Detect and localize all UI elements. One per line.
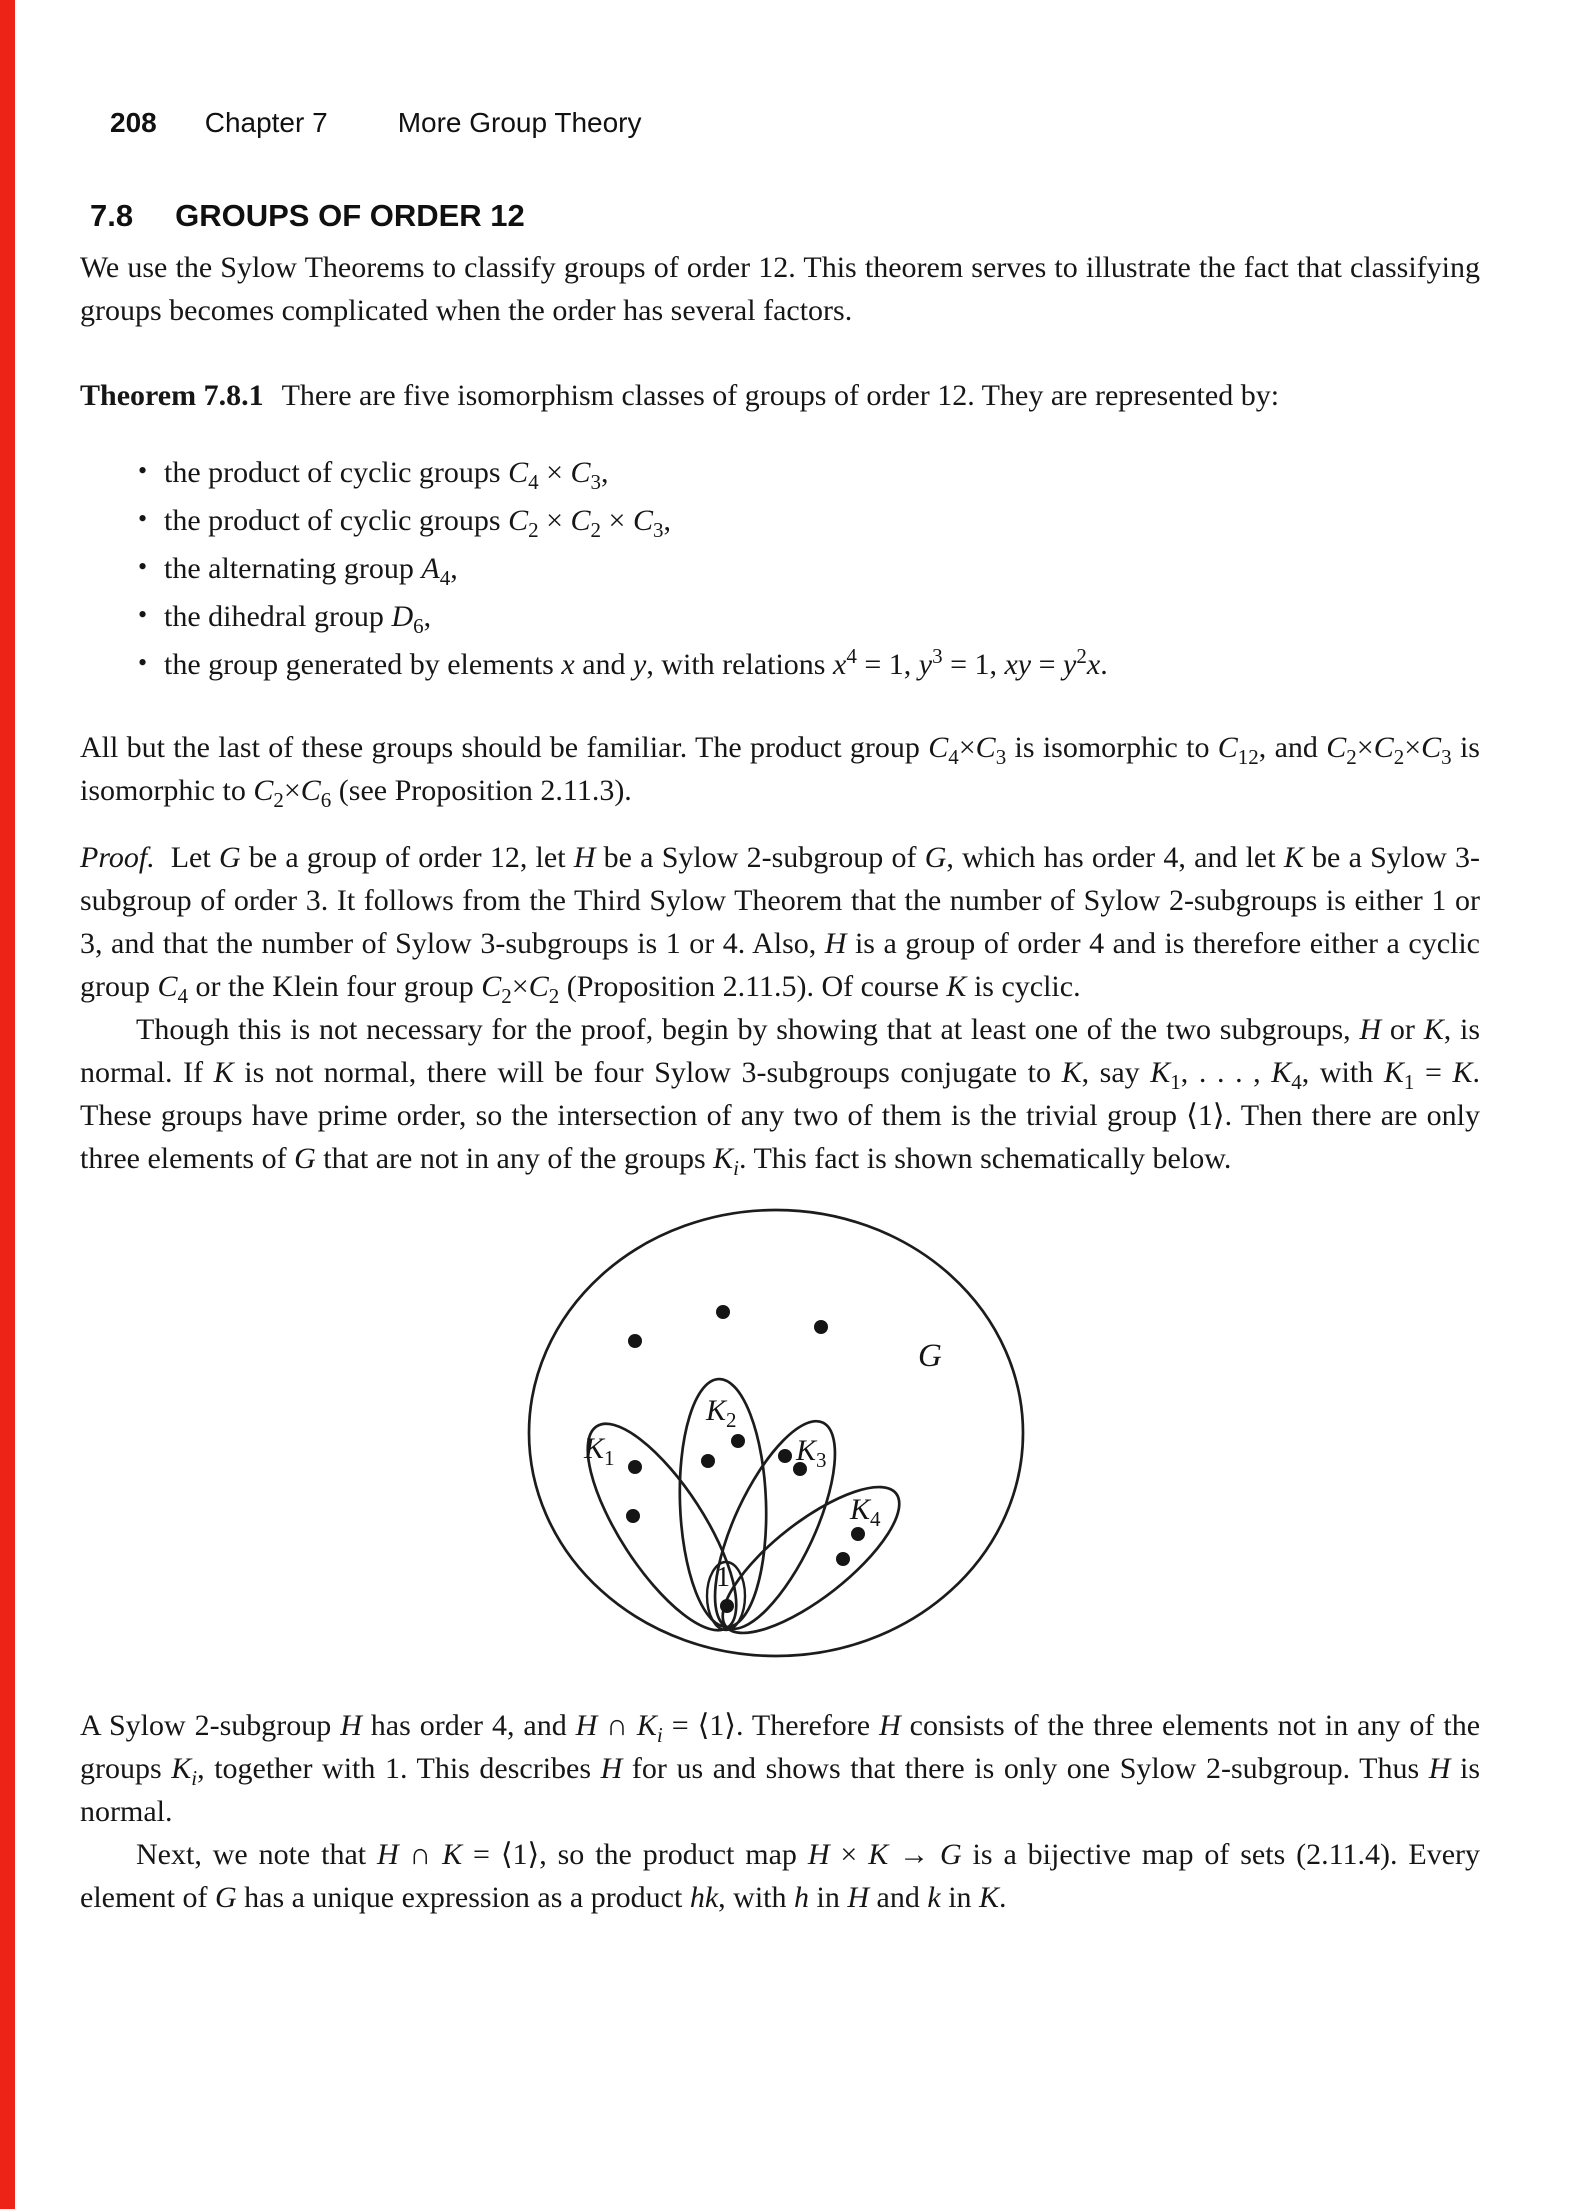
intro-paragraph: We use the Sylow Theorems to classify groups of order 12. This theorem serves to illustrate the fact that classifying groups becomes complicated when the order has several factors. — [80, 251, 1480, 327]
page-number: 208 — [110, 107, 157, 138]
element-dot — [836, 1552, 850, 1566]
theorem-paragraph — [80, 374, 1480, 417]
section-heading — [90, 198, 1480, 234]
list-item: • the product of cyclic groups $C_4 \times C_3$, — [138, 451, 1480, 494]
proof-continued-paragraph: Though this is not necessary for the proof, begin by showing that at least one of the two subgroups, H or K, is normal. If K is not normal, there will be four Sylow 3-subgroups conjugate to K, say $K_1$, . . . , $K_4$, with $K_1 = K$. These groups have prime order, so the intersection of any two of them is the trivial group ⟨1⟩. Then there are only three elements of G that are not in any of the groups $K_i$. This fact is shown schematically below. — [80, 1013, 1481, 1180]
proof-paragraph — [80, 836, 1480, 1008]
page-left-edge — [0, 0, 15, 2209]
element-dot — [628, 1334, 642, 1348]
element-dot — [814, 1320, 828, 1334]
figure-label-k2: $K_2$ — [706, 1394, 737, 1432]
element-dot — [731, 1434, 745, 1448]
figure-label-k1: $K_1$ — [584, 1432, 615, 1470]
element-dot — [851, 1527, 865, 1541]
section-number: 7.8 — [90, 198, 134, 233]
sylow-subgroups-figure — [520, 1196, 1040, 1678]
element-dot — [628, 1460, 642, 1474]
running-title: More Group Theory — [397, 107, 642, 138]
theorem-body: There are five isomorphism classes of groups of order 12. They are represented by: — [281, 379, 1280, 412]
figure-label-identity: 1 — [716, 1562, 730, 1593]
element-dot — [720, 1599, 734, 1613]
proof-body: Let G be a group of order 12, let H be a Sylow 2-subgroup of G, which has order 4, and let K be a Sylow 3-subgroup of order 3. It follows from the Third Sylow Theorem that the number of Sylow 2-subgroups is either 1 or 3, and that the number of Sylow 3-subgroups is 1 or 4. Also, H is a group of order 4 and is therefore either a cyclic group $C_4$ or the Klein four group $C_2\times C_2$ (Proposition 2.11.5). Of course K is cyclic. — [80, 841, 1481, 1008]
element-dot — [778, 1449, 792, 1463]
section-title: GROUPS OF ORDER 12 — [175, 198, 525, 233]
list-item: • the group generated by elements x and y, with relations $x^4 = 1$, $y^3 = 1$, xy = $y^2x$. — [138, 643, 1480, 686]
list-item: • the dihedral group $D_6$, — [138, 595, 1480, 638]
theorem-label: Theorem 7.8.1 — [80, 379, 264, 412]
figure-label-G: G — [918, 1338, 942, 1374]
element-dot — [626, 1509, 640, 1523]
figure-label-k3: $K_3$ — [796, 1434, 827, 1472]
list-item: • the product of cyclic groups $C_2 \times C_2 \times C_3$, — [138, 499, 1480, 542]
running-head — [80, 106, 1480, 140]
closing-paragraph-2: Next, we note that H ∩ K = ⟨1⟩, so the product map H × K → G is a bijective map of sets (2.11.4). Every element of G has a unique expression as a product hk, with h in H and k in K. — [80, 1838, 1481, 1914]
page-content — [80, 0, 1480, 1919]
figure-label-k4: $K_4$ — [850, 1493, 881, 1531]
subgroup-ellipse-k3 — [691, 1406, 859, 1645]
list-item: • the alternating group $A_4$, — [138, 547, 1480, 590]
familiar-paragraph: All but the last of these groups should be familiar. The product group $C_4\times C_3$ is isomorphic to $C_{12}$, and $C_2\times C_2\times C_3$ is isomorphic to $C_2\times C_6$ (see Proposition 2.11.3). — [80, 731, 1480, 812]
element-dot — [716, 1305, 730, 1319]
classification-list — [80, 451, 1480, 686]
chapter-label: Chapter 7 — [204, 107, 328, 138]
closing-paragraph-1: A Sylow 2-subgroup H has order 4, and H ∩ $K_i$ = ⟨1⟩. Therefore H consists of the three elements not in any of the groups $K_i$, together with 1. This describes H for us and shows that there is only one Sylow 2-subgroup. Thus H is normal. — [80, 1709, 1481, 1828]
proof-label: Proof. — [80, 841, 155, 874]
element-dot — [701, 1454, 715, 1468]
